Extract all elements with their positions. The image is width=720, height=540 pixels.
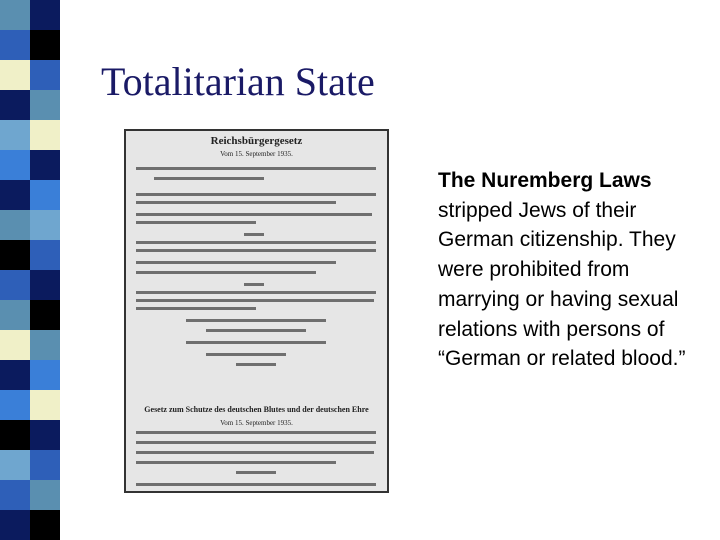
stripe-block xyxy=(0,360,30,390)
stripe-block xyxy=(30,180,60,210)
stripe-block xyxy=(0,30,30,60)
stripe-block xyxy=(0,210,30,240)
stripe-block xyxy=(0,330,30,360)
stripe-block xyxy=(0,270,30,300)
document-second-date-line: Vom 15. September 1935. xyxy=(220,419,293,427)
document-text-line xyxy=(136,431,376,434)
document-text-line xyxy=(136,167,376,170)
stripe-block xyxy=(30,150,60,180)
document-text-line xyxy=(186,341,326,344)
stripe-block xyxy=(30,360,60,390)
document-text-line xyxy=(136,441,376,444)
stripe-block xyxy=(30,210,60,240)
stripe-block xyxy=(0,420,30,450)
document-text-line xyxy=(136,221,256,224)
document-text-line xyxy=(186,319,326,322)
document-text-line xyxy=(206,353,286,356)
stripe-block xyxy=(0,0,30,30)
document-text-line xyxy=(206,329,306,332)
stripe-block xyxy=(0,90,30,120)
stripe-block xyxy=(30,450,60,480)
stripe-block xyxy=(30,60,60,90)
decorative-block-stripe xyxy=(0,0,60,540)
stripe-block xyxy=(30,330,60,360)
document-text-line xyxy=(136,451,374,454)
stripe-block xyxy=(30,270,60,300)
stripe-block xyxy=(0,450,30,480)
stripe-block xyxy=(0,240,30,270)
stripe-block xyxy=(0,120,30,150)
document-text-line xyxy=(136,299,374,302)
stripe-block xyxy=(0,390,30,420)
document-second-heading: Gesetz zum Schutze des deutschen Blutes und der deutschen Ehre xyxy=(144,405,369,414)
document-text-line xyxy=(136,261,336,264)
stripe-block xyxy=(30,300,60,330)
stripe-block xyxy=(30,420,60,450)
document-text-line xyxy=(236,363,276,366)
stripe-block xyxy=(0,150,30,180)
stripe-block xyxy=(0,480,30,510)
stripe-block xyxy=(30,90,60,120)
document-text-line xyxy=(244,233,264,236)
stripe-block xyxy=(30,0,60,30)
document-text-line xyxy=(154,177,264,180)
body-description: stripped Jews of their German citizenship. They were prohibited from marrying or having sexual relations with persons of “German or related blood.” xyxy=(438,198,686,371)
body-bold-term: The Nuremberg Laws xyxy=(438,169,652,192)
stripe-block xyxy=(0,300,30,330)
document-heading: Reichsbürgergesetz xyxy=(210,135,303,147)
stripe-block xyxy=(30,510,60,540)
document-text-line xyxy=(136,461,336,464)
stripe-block xyxy=(0,60,30,90)
document-text-line xyxy=(136,249,376,252)
document-text-line xyxy=(136,483,376,486)
document-text-line xyxy=(136,213,372,216)
stripe-block xyxy=(0,510,30,540)
document-text-line xyxy=(236,471,276,474)
document-text-line xyxy=(244,283,264,286)
document-text-line xyxy=(136,193,376,196)
stripe-block xyxy=(0,180,30,210)
stripe-block xyxy=(30,480,60,510)
document-text-line xyxy=(136,291,376,294)
document-text-line xyxy=(136,241,376,244)
slide-title: Totalitarian State xyxy=(101,59,375,104)
stripe-block xyxy=(30,390,60,420)
stripe-block xyxy=(30,240,60,270)
document-text-line xyxy=(136,271,316,274)
stripe-block xyxy=(30,120,60,150)
document-date-line: Vom 15. September 1935. xyxy=(220,150,293,158)
slide-body-text xyxy=(438,166,708,374)
nuremberg-laws-document-image xyxy=(124,129,389,493)
document-text-line xyxy=(136,201,336,204)
stripe-block xyxy=(30,30,60,60)
document-text-line xyxy=(136,307,256,310)
